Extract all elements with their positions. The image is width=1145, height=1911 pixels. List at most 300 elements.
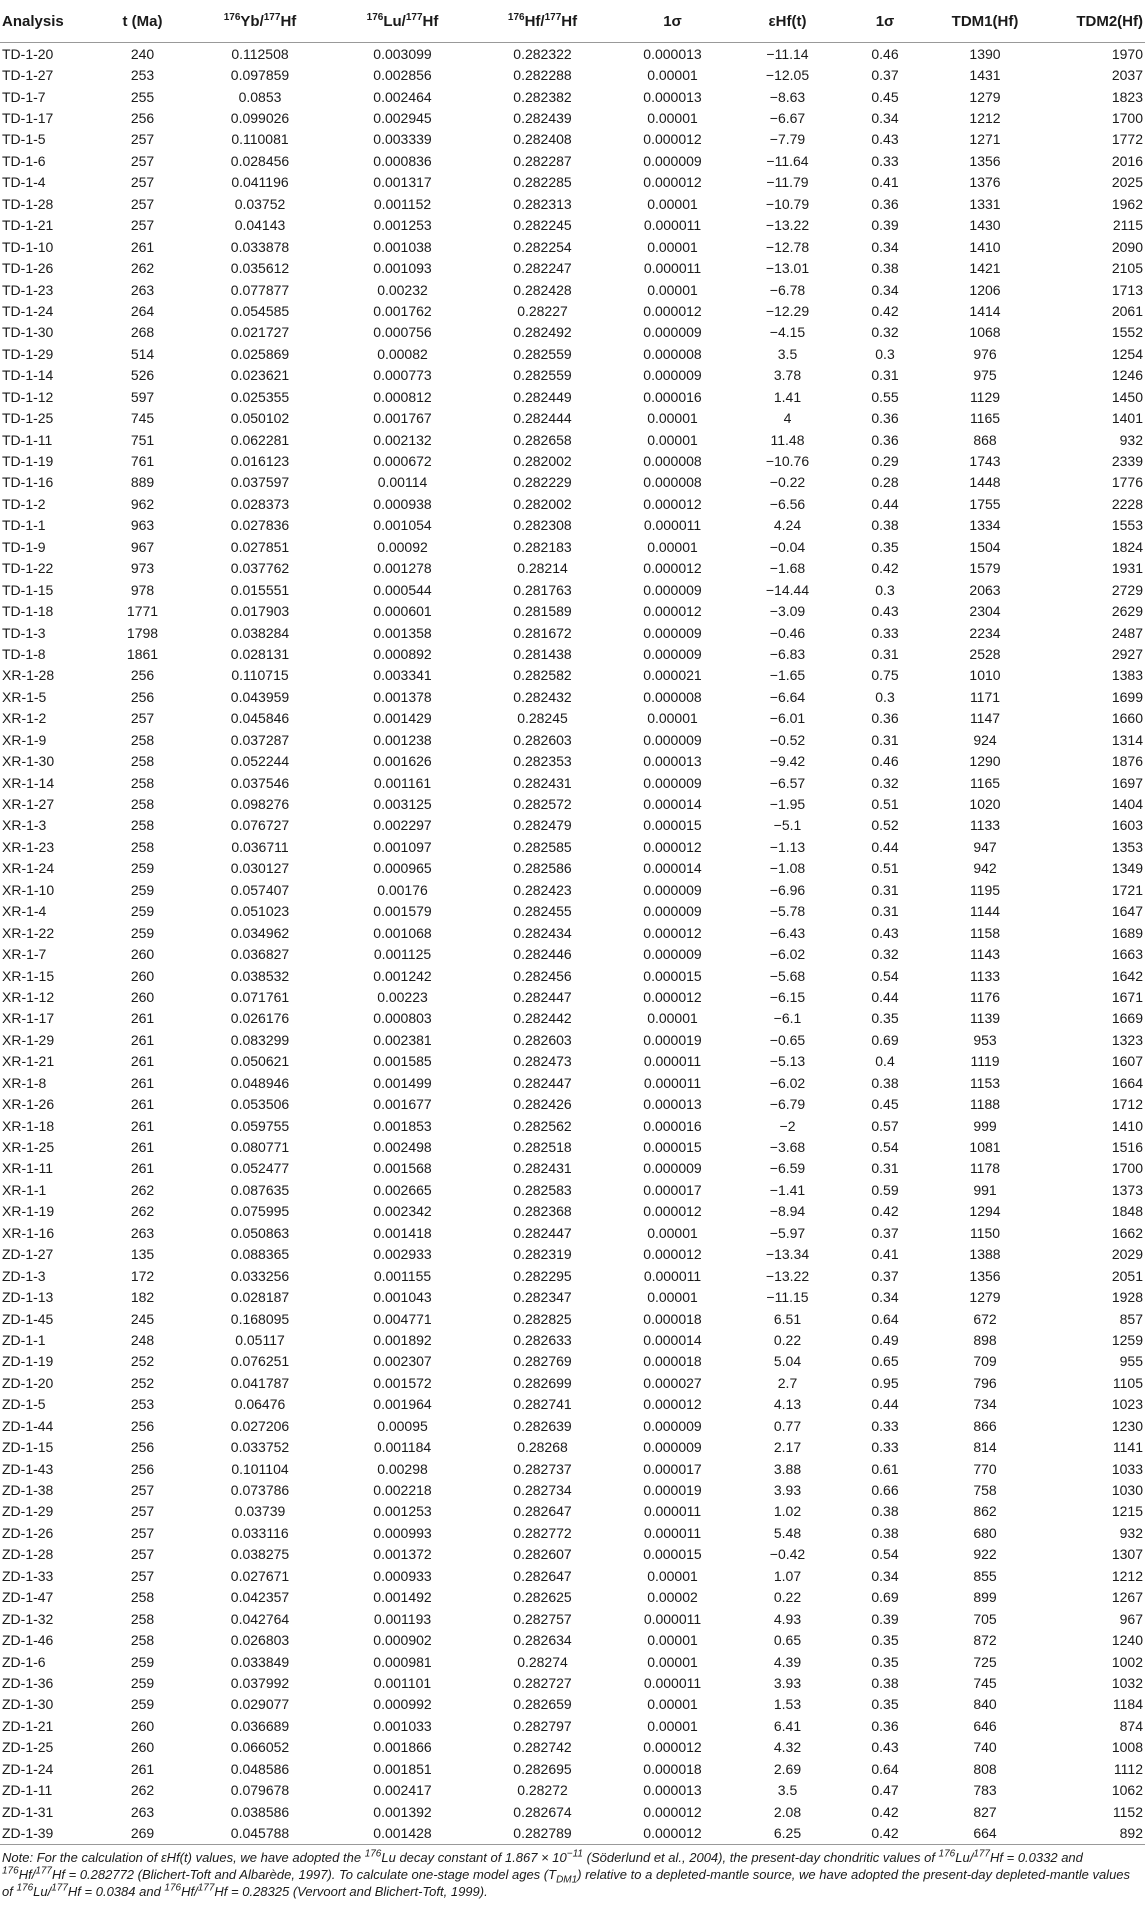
cell-hf-hf: 0.282428 xyxy=(513,281,572,298)
cell-analysis: ZD-1-28 xyxy=(2,1546,54,1563)
cell-epsilon-hf: −5.97 xyxy=(769,1224,806,1241)
cell-lu-hf: 0.001762 xyxy=(373,302,432,319)
table-row xyxy=(0,1372,1145,1393)
cell-yb-hf: 0.036689 xyxy=(230,1717,290,1734)
cell-hf-hf: 0.282439 xyxy=(513,110,572,127)
cell-sigma-2: 0.32 xyxy=(871,324,899,341)
header-text: TDM1(Hf) xyxy=(951,12,1019,30)
cell-tdm1: 1133 xyxy=(969,967,1001,984)
cell-tdm1: 999 xyxy=(973,1117,997,1134)
cell-yb-hf: 0.028456 xyxy=(230,152,290,169)
cell-analysis: ZD-1-1 xyxy=(2,1331,46,1348)
cell-analysis: XR-1-22 xyxy=(2,924,55,941)
cell-age: 258 xyxy=(130,1589,155,1606)
cell-epsilon-hf: −12.05 xyxy=(765,67,810,84)
note-text: Hf = 0.28325 (Vervoort and Blichert-Toft, 1999). xyxy=(214,1883,488,1899)
cell-lu-hf: 0.001278 xyxy=(373,560,432,577)
table-row xyxy=(0,1479,1145,1500)
cell-analysis: TD-1-30 xyxy=(2,324,54,341)
table-row xyxy=(0,386,1145,407)
cell-epsilon-hf: −0.52 xyxy=(769,731,806,748)
cell-tdm1: 991 xyxy=(973,1181,997,1198)
cell-epsilon-hf: 3.78 xyxy=(773,367,802,384)
table-row xyxy=(0,986,1145,1007)
cell-hf-hf: 0.282442 xyxy=(513,1010,572,1027)
cell-sigma-2: 0.42 xyxy=(871,1803,899,1820)
cell-sigma-2: 0.65 xyxy=(871,1353,899,1370)
cell-lu-hf: 0.00095 xyxy=(377,1417,428,1434)
cell-hf-hf: 0.281672 xyxy=(513,624,572,641)
header-text: 176 xyxy=(507,11,525,23)
cell-sigma-1: 0.00001 xyxy=(647,110,698,127)
cell-tdm1: 868 xyxy=(973,431,997,448)
cell-yb-hf: 0.042357 xyxy=(230,1589,290,1606)
cell-sigma-1: 0.000009 xyxy=(643,946,702,963)
cell-sigma-1: 0.000015 xyxy=(643,967,702,984)
cell-sigma-1: 0.000009 xyxy=(643,645,702,662)
cell-tdm2: 2115 xyxy=(1112,217,1143,234)
cell-analysis: XR-1-2 xyxy=(2,710,47,727)
header-text: 176 xyxy=(366,11,384,23)
table-row xyxy=(0,300,1145,321)
cell-lu-hf: 0.001378 xyxy=(373,688,432,705)
cell-age: 256 xyxy=(130,1460,155,1477)
cell-sigma-2: 0.59 xyxy=(871,1181,899,1198)
cell-tdm2: 1699 xyxy=(1111,688,1143,705)
table-row xyxy=(0,1051,1145,1072)
column-header-tdm1 xyxy=(930,0,1040,43)
cell-age: 258 xyxy=(130,796,155,813)
cell-tdm2: 1410 xyxy=(1111,1117,1143,1134)
cell-yb-hf: 0.036827 xyxy=(230,946,290,963)
cell-tdm2: 1383 xyxy=(1111,667,1143,684)
cell-tdm1: 1356 xyxy=(969,152,1001,169)
cell-hf-hf: 0.282518 xyxy=(513,1139,572,1156)
table-row xyxy=(0,1522,1145,1543)
cell-tdm2: 1307 xyxy=(1111,1546,1143,1563)
cell-tdm2: 2016 xyxy=(1111,152,1143,169)
cell-yb-hf: 0.037597 xyxy=(230,474,290,491)
cell-tdm1: 1331 xyxy=(969,195,1001,212)
cell-analysis: XR-1-1 xyxy=(2,1181,47,1198)
cell-tdm2: 1516 xyxy=(1111,1139,1143,1156)
cell-epsilon-hf: −11.14 xyxy=(766,45,809,62)
cell-age: 248 xyxy=(130,1331,155,1348)
cell-sigma-2: 0.35 xyxy=(871,1653,899,1670)
cell-epsilon-hf: −3.09 xyxy=(769,603,806,620)
table-row xyxy=(0,600,1145,621)
table-row xyxy=(0,1608,1145,1629)
cell-sigma-1: 0.000013 xyxy=(643,1782,702,1799)
cell-epsilon-hf: −1.95 xyxy=(769,796,806,813)
cell-tdm1: 1068 xyxy=(969,324,1001,341)
cell-sigma-1: 0.000012 xyxy=(643,560,702,577)
cell-hf-hf: 0.282287 xyxy=(513,152,572,169)
cell-tdm1: 1143 xyxy=(969,946,1001,963)
cell-analysis: ZD-1-25 xyxy=(2,1739,54,1756)
header-text: 176 xyxy=(223,11,241,23)
table-row xyxy=(0,1329,1145,1350)
cell-analysis: TD-1-5 xyxy=(2,131,46,148)
cell-sigma-2: 0.38 xyxy=(871,1074,899,1091)
cell-analysis: TD-1-14 xyxy=(2,367,54,384)
cell-tdm2: 1823 xyxy=(1111,88,1143,105)
cell-tdm1: 1133 xyxy=(969,817,1001,834)
cell-lu-hf: 0.001568 xyxy=(373,1160,432,1177)
cell-sigma-2: 0.42 xyxy=(871,1203,899,1220)
cell-sigma-2: 0.55 xyxy=(871,388,899,405)
cell-tdm1: 976 xyxy=(973,345,997,362)
cell-sigma-2: 0.43 xyxy=(871,603,899,620)
table-row xyxy=(0,1072,1145,1093)
cell-lu-hf: 0.000601 xyxy=(373,603,432,620)
table-row xyxy=(0,215,1145,236)
cell-lu-hf: 0.001964 xyxy=(373,1396,432,1413)
cell-sigma-1: 0.000012 xyxy=(643,495,702,512)
table-row xyxy=(0,493,1145,514)
cell-sigma-2: 0.31 xyxy=(871,1160,899,1177)
cell-epsilon-hf: −6.67 xyxy=(769,110,806,127)
cell-hf-hf: 0.282479 xyxy=(513,817,572,834)
table-row xyxy=(0,1115,1145,1136)
cell-analysis: TD-1-24 xyxy=(2,302,54,319)
cell-analysis: XR-1-15 xyxy=(2,967,55,984)
cell-sigma-2: 0.37 xyxy=(871,67,899,84)
cell-sigma-2: 0.33 xyxy=(871,1417,899,1434)
cell-yb-hf: 0.037762 xyxy=(230,560,290,577)
cell-lu-hf: 0.001101 xyxy=(373,1674,432,1691)
cell-tdm1: 1294 xyxy=(969,1203,1001,1220)
cell-analysis: TD-1-17 xyxy=(2,110,54,127)
cell-tdm1: 2304 xyxy=(969,603,1001,620)
cell-tdm2: 1215 xyxy=(1111,1503,1143,1520)
cell-yb-hf: 0.110715 xyxy=(231,667,289,684)
cell-epsilon-hf: −1.65 xyxy=(769,667,806,684)
cell-yb-hf: 0.015551 xyxy=(230,581,290,598)
cell-sigma-2: 0.69 xyxy=(871,1031,899,1048)
cell-epsilon-hf: −5.1 xyxy=(773,817,802,834)
cell-yb-hf: 0.033116 xyxy=(231,1524,289,1541)
cell-tdm1: 1188 xyxy=(969,1096,1001,1113)
cell-yb-hf: 0.080771 xyxy=(230,1139,290,1156)
cell-hf-hf: 0.282446 xyxy=(513,946,572,963)
cell-yb-hf: 0.042764 xyxy=(230,1610,290,1627)
table-row xyxy=(0,129,1145,150)
cell-tdm1: 866 xyxy=(973,1417,997,1434)
cell-tdm2: 1353 xyxy=(1111,838,1143,855)
cell-sigma-1: 0.000011 xyxy=(643,1610,702,1627)
cell-epsilon-hf: −6.56 xyxy=(769,495,806,512)
table-row xyxy=(0,236,1145,257)
cell-lu-hf: 0.00223 xyxy=(377,988,428,1005)
cell-tdm1: 1010 xyxy=(969,667,1001,684)
cell-tdm1: 1755 xyxy=(969,495,1001,512)
cell-age: 240 xyxy=(130,45,155,62)
cell-yb-hf: 0.079678 xyxy=(230,1782,290,1799)
cell-epsilon-hf: 0.22 xyxy=(773,1331,802,1348)
cell-epsilon-hf: −8.63 xyxy=(769,88,806,105)
note-text: Hf = 0.282772 (Blichert-Toft and Albarède, 1997). To calculate one-stage model ages (T xyxy=(52,1866,557,1882)
cell-sigma-2: 0.31 xyxy=(871,881,899,898)
cell-analysis: ZD-1-24 xyxy=(2,1760,54,1777)
cell-sigma-1: 0.000008 xyxy=(643,474,702,491)
cell-tdm1: 942 xyxy=(973,860,997,877)
cell-hf-hf: 0.282002 xyxy=(513,453,572,470)
cell-tdm1: 1279 xyxy=(969,1289,1001,1306)
cell-yb-hf: 0.028187 xyxy=(230,1289,290,1306)
column-header-sigma-2 xyxy=(840,0,930,43)
cell-epsilon-hf: −6.02 xyxy=(769,946,806,963)
cell-yb-hf: 0.098276 xyxy=(230,796,290,813)
cell-epsilon-hf: −6.96 xyxy=(769,881,806,898)
cell-lu-hf: 0.001054 xyxy=(373,517,432,534)
cell-epsilon-hf: 5.04 xyxy=(773,1353,802,1370)
table-row xyxy=(0,1779,1145,1800)
cell-yb-hf: 0.023621 xyxy=(230,367,290,384)
cell-tdm2: 1697 xyxy=(1111,774,1143,791)
cell-sigma-1: 0.00001 xyxy=(647,1010,698,1027)
cell-sigma-2: 0.33 xyxy=(871,152,899,169)
note-text: Note: For the calculation of εHf(t) values, we have adopted the xyxy=(2,1849,365,1865)
cell-epsilon-hf: −3.68 xyxy=(769,1139,806,1156)
cell-sigma-1: 0.000012 xyxy=(643,924,702,941)
header-text: Analysis xyxy=(2,12,64,30)
cell-hf-hf: 0.282288 xyxy=(513,67,572,84)
cell-age: 261 xyxy=(130,1074,155,1091)
note-text: Hf/ xyxy=(18,1866,36,1882)
cell-hf-hf: 0.282727 xyxy=(513,1674,572,1691)
cell-tdm1: 1579 xyxy=(969,560,1001,577)
cell-epsilon-hf: −0.22 xyxy=(769,474,806,491)
cell-tdm2: 1404 xyxy=(1111,796,1143,813)
cell-analysis: TD-1-23 xyxy=(2,281,54,298)
cell-hf-hf: 0.282647 xyxy=(513,1503,572,1520)
cell-yb-hf: 0.083299 xyxy=(230,1031,290,1048)
table-row xyxy=(0,1222,1145,1243)
cell-yb-hf: 0.097859 xyxy=(230,67,290,84)
cell-epsilon-hf: −5.13 xyxy=(769,1053,806,1070)
cell-hf-hf: 0.282582 xyxy=(513,667,572,684)
cell-tdm2: 1008 xyxy=(1111,1739,1143,1756)
table-row xyxy=(0,150,1145,171)
cell-sigma-1: 0.000015 xyxy=(643,1139,702,1156)
cell-age: 257 xyxy=(130,195,155,212)
cell-tdm2: 2729 xyxy=(1111,581,1143,598)
cell-yb-hf: 0.101104 xyxy=(231,1460,289,1477)
cell-tdm2: 1700 xyxy=(1111,110,1143,127)
cell-yb-hf: 0.037287 xyxy=(230,731,290,748)
cell-yb-hf: 0.026176 xyxy=(230,1010,290,1027)
cell-age: 269 xyxy=(95,1822,190,1844)
cell-sigma-1: 0.000008 xyxy=(643,453,702,470)
cell-hf-hf: 0.282447 xyxy=(513,1074,572,1091)
cell-tdm1: 1376 xyxy=(969,174,1001,191)
cell-sigma-2: 0.42 xyxy=(871,560,899,577)
cell-epsilon-hf: −11.15 xyxy=(766,1289,809,1306)
cell-yb-hf: 0.033752 xyxy=(230,1439,290,1456)
cell-age: 258 xyxy=(130,774,155,791)
cell-sigma-2: 0.36 xyxy=(871,431,899,448)
cell-lu-hf: 0.001253 xyxy=(373,1503,432,1520)
cell-lu-hf: 0.001097 xyxy=(373,838,432,855)
cell-sigma-2: 0.43 xyxy=(871,924,899,941)
cell-sigma-1: 0.000012 xyxy=(643,1739,702,1756)
cell-hf-hf: 0.282647 xyxy=(513,1567,572,1584)
cell-sigma-2: 0.34 xyxy=(871,1289,899,1306)
cell-analysis: TD-1-19 xyxy=(2,453,54,470)
header-text: Hf xyxy=(280,12,297,30)
cell-sigma-2: 0.3 xyxy=(875,581,895,598)
cell-age: 261 xyxy=(130,1760,155,1777)
cell-hf-hf: 0.282347 xyxy=(513,1289,572,1306)
cell-epsilon-hf: −6.57 xyxy=(769,774,806,791)
header-text: 177 xyxy=(405,11,423,23)
cell-yb-hf: 0.038532 xyxy=(230,967,290,984)
cell-age: 260 xyxy=(130,1739,155,1756)
cell-hf-hf: 0.282772 xyxy=(513,1524,572,1541)
cell-analysis: ZD-1-36 xyxy=(2,1674,54,1691)
cell-sigma-1: 0.000012 xyxy=(643,988,702,1005)
cell-epsilon-hf: −14.44 xyxy=(765,581,810,598)
cell-lu-hf: 0.00082 xyxy=(377,345,428,362)
cell-sigma-2: 0.49 xyxy=(871,1331,899,1348)
cell-analysis: TD-1-7 xyxy=(2,88,46,105)
column-header-hf-hf xyxy=(475,0,610,43)
header-text: t (Ma) xyxy=(122,12,163,30)
cell-tdm1: 1158 xyxy=(969,924,1001,941)
cell-tdm1: 783 xyxy=(973,1782,997,1799)
cell-age: 261 xyxy=(130,1031,155,1048)
cell-lu-hf: 0.004771 xyxy=(373,1310,432,1327)
cell-tdm2: 2105 xyxy=(1111,260,1143,277)
cell-hf-hf: 0.282603 xyxy=(513,1031,572,1048)
cell-epsilon-hf: 4.32 xyxy=(773,1739,802,1756)
cell-tdm1: 1147 xyxy=(969,710,1001,727)
cell-yb-hf: 0.073786 xyxy=(230,1482,290,1499)
cell-lu-hf: 0.00114 xyxy=(377,474,428,491)
cell-tdm2: 2228 xyxy=(1111,495,1143,512)
cell-lu-hf: 0.000892 xyxy=(373,645,432,662)
cell-sigma-1: 0.00001 xyxy=(647,1696,698,1713)
cell-age: 260 xyxy=(130,988,155,1005)
cell-age: 172 xyxy=(130,1267,155,1284)
cell-epsilon-hf: −4.15 xyxy=(769,324,806,341)
cell-epsilon-hf: 5.48 xyxy=(773,1524,802,1541)
cell-sigma-1: 0.00001 xyxy=(647,1632,698,1649)
cell-lu-hf: 0.000803 xyxy=(373,1010,432,1027)
cell-analysis: XR-1-3 xyxy=(2,817,47,834)
cell-yb-hf: 0.025869 xyxy=(230,345,290,362)
cell-tdm1: 1388 xyxy=(969,1246,1001,1263)
header-text: TDM2(Hf) xyxy=(1076,12,1143,30)
cell-yb-hf: 0.017903 xyxy=(230,603,290,620)
cell-hf-hf: 0.282456 xyxy=(513,967,572,984)
cell-tdm2: 1772 xyxy=(1111,131,1143,148)
cell-analysis: TD-1-12 xyxy=(2,388,54,405)
cell-analysis: TD-1-9 xyxy=(2,538,46,555)
cell-yb-hf: 0.038284 xyxy=(230,624,290,641)
cell-analysis: TD-1-10 xyxy=(2,238,54,255)
cell-tdm1: 862 xyxy=(973,1503,997,1520)
cell-hf-hf: 0.282769 xyxy=(513,1353,572,1370)
cell-hf-hf: 0.282583 xyxy=(513,1181,572,1198)
cell-lu-hf: 0.002464 xyxy=(373,88,432,105)
column-header-yb-hf xyxy=(190,0,330,43)
cell-tdm1: 1165 xyxy=(969,410,1001,427)
cell-sigma-1: 0.000011 xyxy=(643,1267,702,1284)
cell-sigma-1: 0.000012 xyxy=(643,174,702,191)
cell-analysis: TD-1-27 xyxy=(2,67,54,84)
cell-tdm1: 1431 xyxy=(969,67,1001,84)
cell-hf-hf: 0.282423 xyxy=(513,881,572,898)
cell-lu-hf: 0.001892 xyxy=(373,1331,432,1348)
cell-age: 258 xyxy=(130,1632,155,1649)
cell-hf-hf: 0.282002 xyxy=(513,495,572,512)
cell-age: 260 xyxy=(130,946,155,963)
cell-yb-hf: 0.076251 xyxy=(230,1353,290,1370)
cell-analysis: TD-1-21 xyxy=(2,217,54,234)
cell-hf-hf: 0.282444 xyxy=(513,410,572,427)
cell-age: 514 xyxy=(130,345,155,362)
cell-tdm1: 1153 xyxy=(969,1074,1001,1091)
table-row xyxy=(0,708,1145,729)
cell-tdm1: 924 xyxy=(973,731,997,748)
table-row xyxy=(0,901,1145,922)
cell-lu-hf: 0.001499 xyxy=(373,1074,432,1091)
cell-analysis: TD-1-2 xyxy=(2,495,46,512)
cell-tdm1: 2234 xyxy=(969,624,1001,641)
cell-yb-hf: 0.028131 xyxy=(230,645,290,662)
cell-hf-hf: 0.282353 xyxy=(513,753,572,770)
cell-sigma-2: 0.44 xyxy=(871,988,899,1005)
cell-sigma-2: 0.32 xyxy=(871,774,899,791)
cell-sigma-1: 0.000009 xyxy=(643,903,702,920)
cell-tdm2: 1033 xyxy=(1111,1460,1143,1477)
cell-age: 761 xyxy=(130,453,155,470)
note-text: Hf/ xyxy=(181,1883,198,1899)
cell-yb-hf: 0.041787 xyxy=(230,1374,290,1391)
table-row xyxy=(0,558,1145,579)
cell-sigma-2: 0.29 xyxy=(871,453,899,470)
cell-tdm2: 1876 xyxy=(1111,753,1143,770)
cell-tdm2: 1450 xyxy=(1111,388,1143,405)
cell-sigma-1: 0.00001 xyxy=(647,1653,698,1670)
cell-analysis: TD-1-1 xyxy=(2,517,46,534)
cell-sigma-2: 0.41 xyxy=(871,174,899,191)
cell-hf-hf: 0.28272 xyxy=(517,1782,568,1799)
cell-age: 263 xyxy=(130,1224,155,1241)
cell-lu-hf: 0.002856 xyxy=(373,67,432,84)
note-text: −11 xyxy=(566,1848,583,1860)
cell-lu-hf: 0.001317 xyxy=(373,174,432,191)
cell-sigma-2: 0.37 xyxy=(871,1267,899,1284)
cell-sigma-2: 0.35 xyxy=(871,538,899,555)
cell-sigma-1: 0.000015 xyxy=(643,817,702,834)
cell-sigma-2: 0.38 xyxy=(871,1674,899,1691)
cell-sigma-2: 0.46 xyxy=(871,45,899,62)
cell-sigma-1: 0.000014 xyxy=(643,1331,702,1348)
cell-yb-hf: 0.112508 xyxy=(231,45,289,62)
cell-sigma-1: 0.000019 xyxy=(643,1031,702,1048)
cell-epsilon-hf: −6.79 xyxy=(769,1096,806,1113)
cell-age: 261 xyxy=(130,1096,155,1113)
cell-epsilon-hf: −13.01 xyxy=(765,260,810,277)
cell-epsilon-hf: 4.39 xyxy=(773,1653,802,1670)
cell-sigma-2: 0.28 xyxy=(871,474,899,491)
table-row xyxy=(0,343,1145,364)
cell-analysis: ZD-1-21 xyxy=(2,1717,54,1734)
table-row xyxy=(0,515,1145,536)
